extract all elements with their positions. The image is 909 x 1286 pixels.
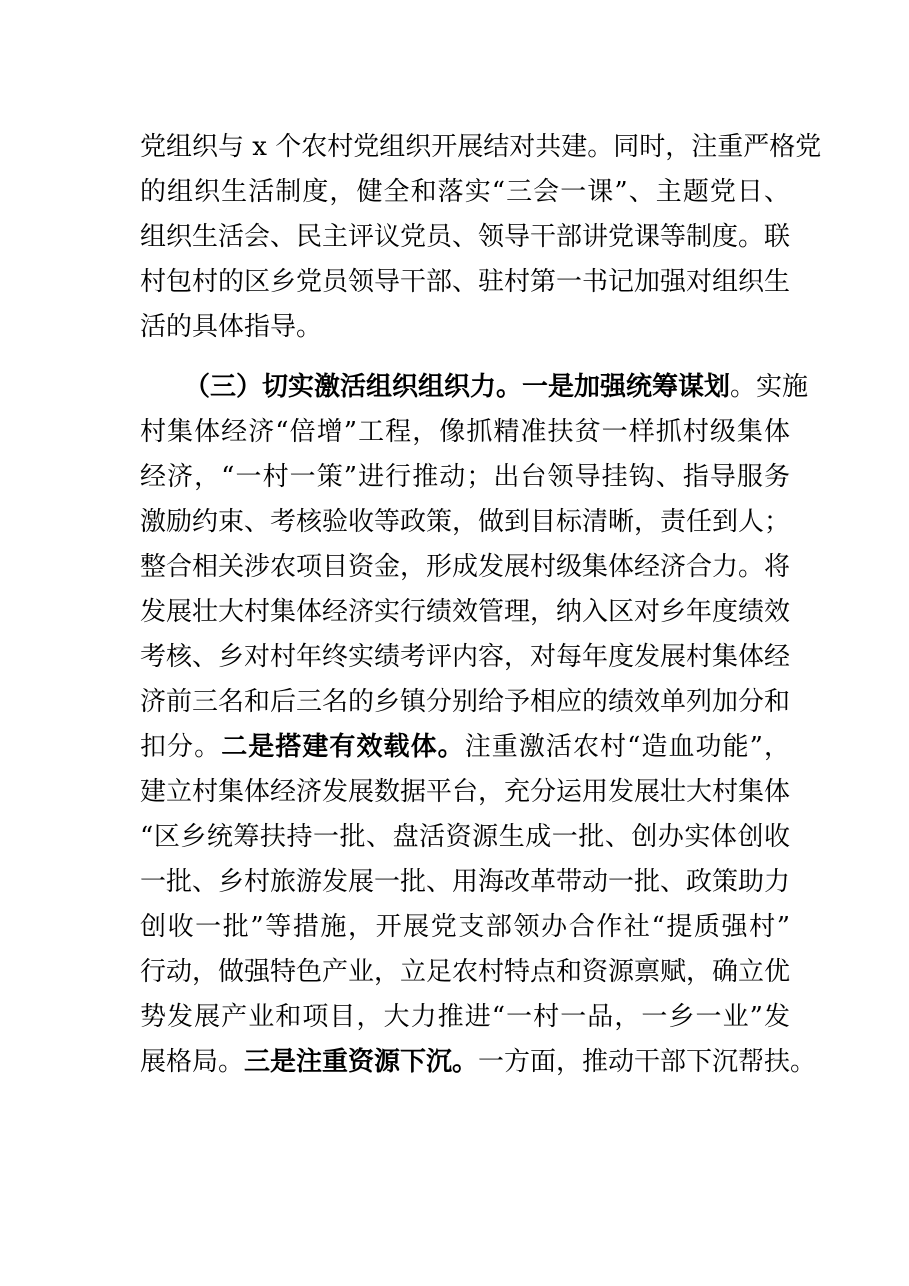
text-line — [140, 862, 790, 902]
body-text-segment: 激励约束、考核验收等政策，做到目标清晰，责任到人； — [140, 507, 791, 537]
body-text-segment: 扣分。 — [140, 732, 222, 762]
text-line — [140, 217, 790, 257]
body-text-segment: 展格局。 — [140, 1047, 245, 1077]
text-line — [140, 727, 790, 767]
body-text-segment: 考核、乡对村年终实绩考评内容，对每年度发展村集体经 — [140, 642, 791, 672]
text-line — [140, 682, 790, 722]
body-text-segment: 整合相关涉农项目资金，形成发展村级集体经济合力。将 — [140, 552, 791, 582]
text-line — [140, 412, 790, 452]
body-text-segment: 创收一批”等措施，开展党支部领办合作社“提质强村” — [140, 912, 790, 942]
text-line — [140, 952, 790, 992]
text-line — [140, 307, 790, 347]
body-text-segment: 村包村的区乡党员领导干部、驻村第一书记加强对组织生 — [140, 267, 791, 297]
text-line — [140, 502, 790, 542]
text-line — [140, 127, 822, 167]
bold-heading-text: （三）切实激活组织组织力。一是加强统筹谋划 — [184, 372, 731, 402]
body-text-segment: 建立村集体经济发展数据平台，充分运用发展壮大村集体 — [140, 777, 791, 807]
bold-heading-text: 三是注重资源下沉。 — [244, 1047, 479, 1077]
text-line — [140, 1042, 817, 1082]
body-text-segment: 势发展产业和项目，大力推进“一村一品，一乡一业”发 — [140, 1002, 790, 1032]
text-line — [140, 772, 790, 812]
text-line — [140, 637, 790, 677]
text-line — [140, 457, 790, 497]
body-text-segment: 发展壮大村集体经济实行绩效管理，纳入区对乡年度绩效 — [140, 597, 791, 627]
text-line — [140, 592, 790, 632]
text-line — [140, 907, 790, 947]
body-text-segment: 经济，“一村一策”进行推动；出台领导挂钩、指导服务 — [140, 462, 790, 492]
text-line — [140, 172, 790, 212]
text-line — [184, 367, 809, 407]
body-text-segment: 。实施 — [730, 372, 809, 402]
body-text-segment: “区乡统筹扶持一批、盘活资源生成一批、创办实体创收 — [140, 822, 790, 852]
body-text-segment: 注重激活农村“造血功能”， — [464, 732, 790, 762]
body-text-segment: 村集体经济“倍增”工程，像抓精准扶贫一样抓村级集体 — [140, 417, 790, 447]
body-text-segment: 活的具体指导。 — [140, 312, 323, 342]
bold-heading-text: 二是搭建有效载体。 — [221, 732, 465, 762]
body-text-segment: 一方面，推动干部下沉帮扶。 — [478, 1047, 817, 1077]
body-text-segment: 组织生活会、民主评议党员、领导干部讲党课等制度。联 — [140, 222, 791, 252]
body-text-segment: 行动，做强特色产业，立足农村特点和资源禀赋，确立优 — [140, 957, 791, 987]
text-line — [140, 817, 790, 857]
body-text-segment: 济前三名和后三名的乡镇分别给予相应的绩效单列加分和 — [140, 687, 791, 717]
text-line — [140, 262, 790, 302]
body-text-segment: 一批、乡村旅游发展一批、用海改革带动一批、政策助力 — [140, 867, 791, 897]
text-line — [140, 997, 790, 1037]
body-text-segment: 党组织与 x 个农村党组织开展结对共建。同时，注重严格党 — [140, 132, 822, 162]
body-text-segment: 的组织生活制度，健全和落实“三会一课”、主题党日、 — [140, 177, 790, 207]
text-line — [140, 547, 790, 587]
